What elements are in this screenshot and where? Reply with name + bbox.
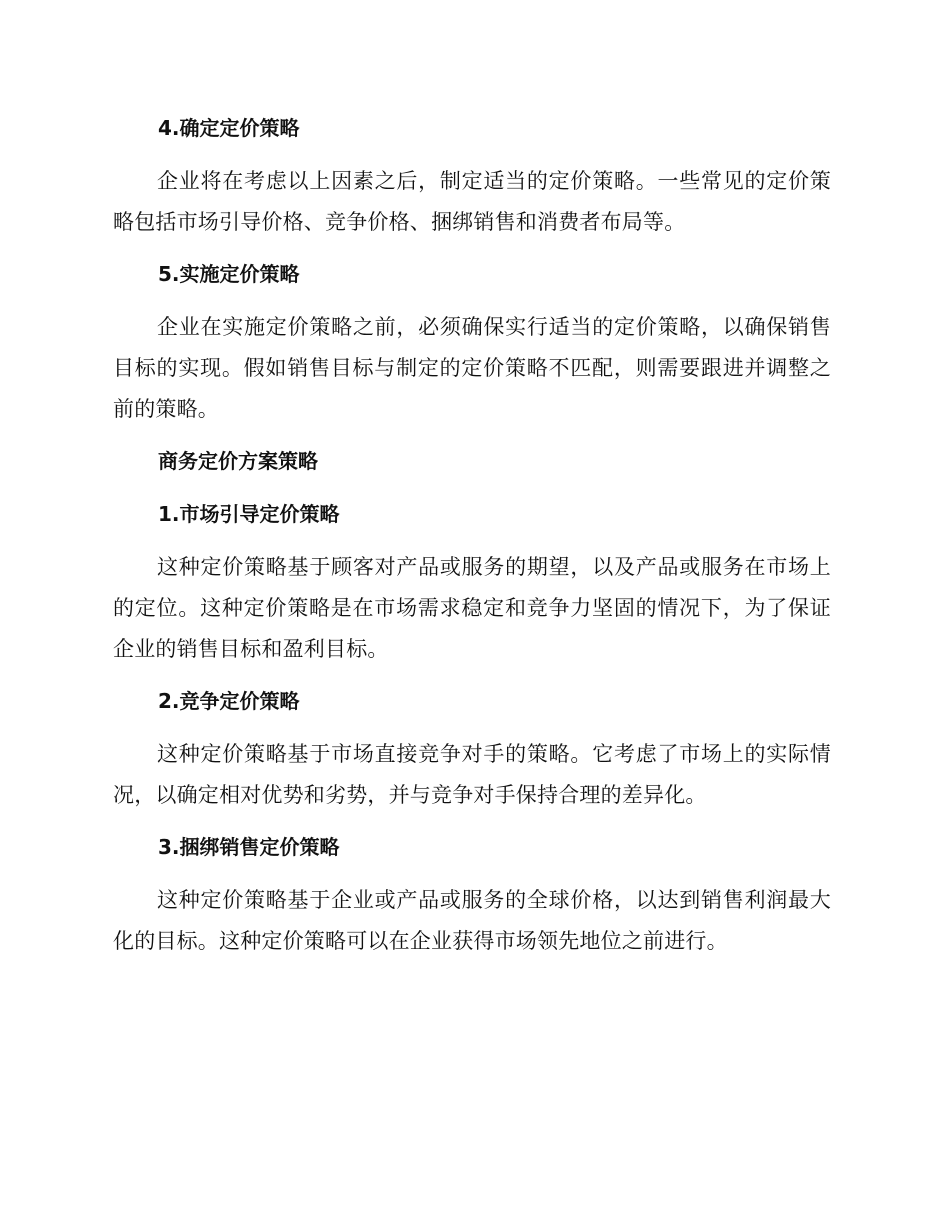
section-heading-determine-pricing: 4.确定定价策略 <box>158 116 300 140</box>
section-paragraph-determine-pricing: 企业将在考虑以上因素之后，制定适当的定价策略。一些常见的定价策略包括市场引导价格、竞争价格、捆绑销售和消费者布局等。 <box>113 169 831 234</box>
section-heading-implement-pricing: 5.实施定价策略 <box>158 262 300 286</box>
section-paragraph-competitive-pricing: 这种定价策略基于市场直接竞争对手的策略。它考虑了市场上的实际情况，以确定相对优势和劣势，并与竞争对手保持合理的差异化。 <box>113 742 831 807</box>
section-paragraph-market-led-pricing: 这种定价策略基于顾客对产品或服务的期望，以及产品或服务在市场上的定位。这种定价策略是在市场需求稳定和竞争力坚固的情况下，为了保证企业的销售目标和盈利目标。 <box>113 555 831 661</box>
section-heading-bundle-pricing: 3.捆绑销售定价策略 <box>158 835 340 859</box>
section-paragraph-implement-pricing: 企业在实施定价策略之前，必须确保实行适当的定价策略，以确保销售目标的实现。假如销售目标与制定的定价策略不匹配，则需要跟进并调整之前的策略。 <box>113 315 831 421</box>
section-heading-business-pricing-plan: 商务定价方案策略 <box>158 449 318 473</box>
section-paragraph-bundle-pricing: 这种定价策略基于企业或产品或服务的全球价格，以达到销售利润最大化的目标。这种定价策略可以在企业获得市场领先地位之前进行。 <box>113 888 831 953</box>
document-page <box>113 108 831 962</box>
section-heading-competitive-pricing: 2.竞争定价策略 <box>158 689 300 713</box>
section-heading-market-led-pricing: 1.市场引导定价策略 <box>158 502 340 526</box>
